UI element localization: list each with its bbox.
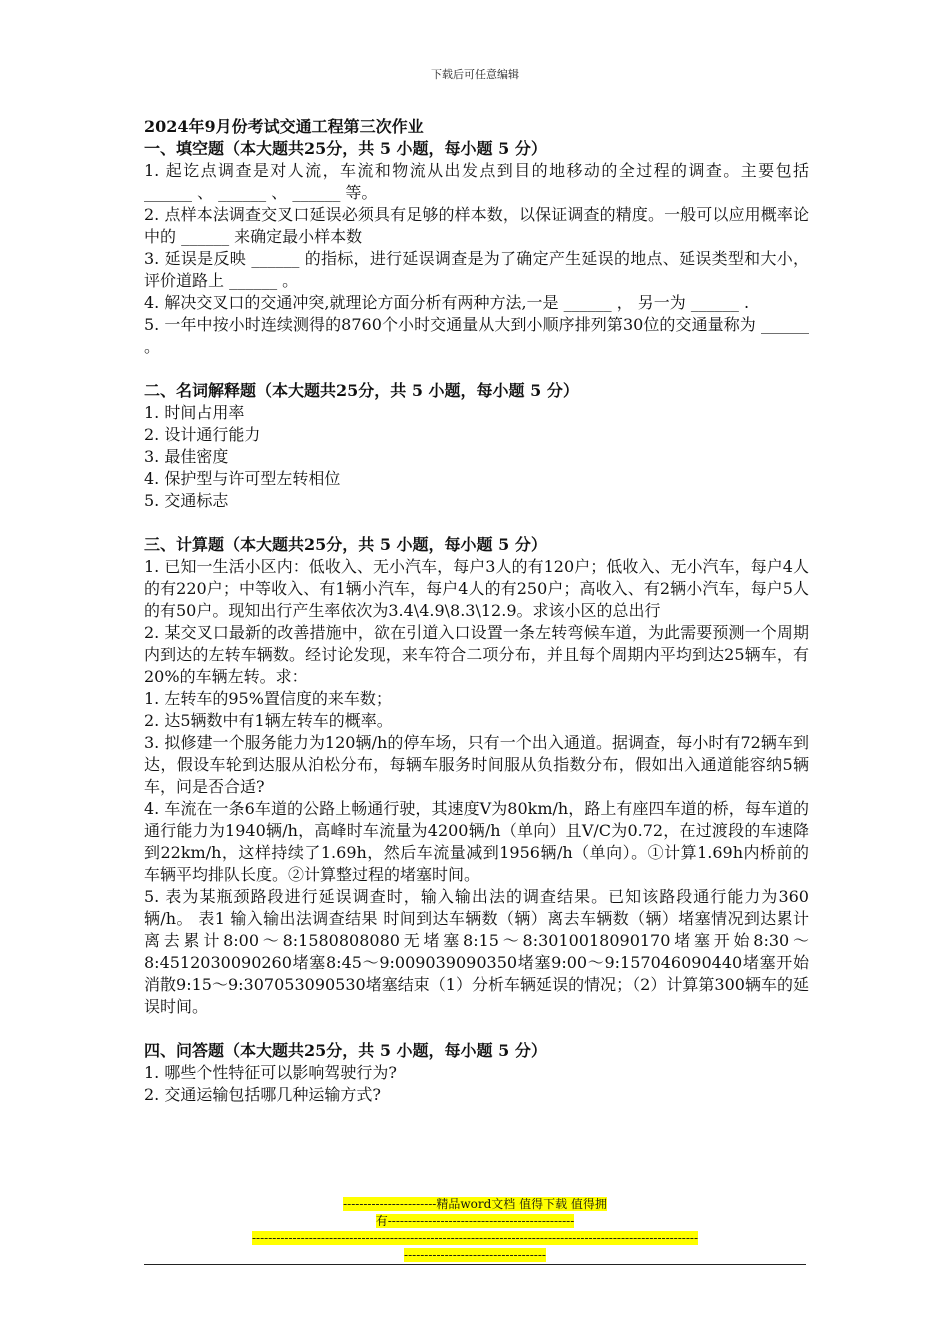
question-item: 2. 点样本法调查交叉口延误必须具有足够的样本数，以保证调查的精度。一般可以应用概率论中的 ______ 来确定最小样本数 xyxy=(144,205,809,246)
section-heading: 二、名词解释题（本大题共25分，共 5 小题，每小题 5 分） xyxy=(144,381,579,400)
question-item: 5. 交通标志 xyxy=(144,491,229,510)
section-heading: 一、填空题（本大题共25分，共 5 小题，每小题 5 分） xyxy=(144,139,547,158)
question-item: 1. 已知一生活小区内：低收入、无小汽车，每户3人的有120户；低收入、无小汽车，每户4人的有220户；中等收入、有1辆小汽车，每户4人的有250户；高收入、有2辆小汽车，每户5人的有50户。现知出行产生率依次为3.4\4.9\8.3\12.9。求该小区的总出行 xyxy=(144,557,809,620)
question-item: 3. 延误是反映 ______ 的指标，进行延误调查是为了确定产生延误的地点、延误类型和大小，评价道路上 ______ 。 xyxy=(144,249,809,290)
question-item: 2. 某交叉口最新的改善措施中，欲在引道入口设置一条左转弯候车道，为此需要预测一个周期内到达的左转车辆数。经讨论发现，来车符合二项分布，并且每个周期内平均到达25辆车，有20%的车辆左转。求： xyxy=(144,623,809,686)
section-calculation xyxy=(144,534,809,1018)
footer-line: 有---------------------------------------------- xyxy=(375,1214,575,1228)
footer-divider xyxy=(144,1264,806,1265)
document-body xyxy=(144,116,809,1106)
question-item: 4. 保护型与许可型左转相位 xyxy=(144,469,341,488)
section-fill-in xyxy=(144,138,809,358)
section-terms xyxy=(144,380,809,512)
question-item: 1. 起讫点调查是对人流，车流和物流从出发点到目的地移动的全过程的调查。主要包括 ______ 、 ______ 、 ______ 等。 xyxy=(144,161,809,202)
footer-line: -----------------------精品word文档 值得下载 值得拥 xyxy=(343,1197,607,1211)
question-item: 2. 达5辆数中有1辆左转车的概率。 xyxy=(144,711,393,730)
question-item: 1. 哪些个性特征可以影响驾驶行为? xyxy=(144,1063,397,1082)
question-item: 4. 解决交叉口的交通冲突,就理论方面分析有两种方法,一是 ______ ， 另一为 ______ . xyxy=(144,293,750,312)
question-item: 2. 设计通行能力 xyxy=(144,425,261,444)
footer-line: -------------------------------------------------------------------------------------------------------------- xyxy=(251,1231,698,1245)
question-item: 2. 交通运输包括哪几种运输方式? xyxy=(144,1085,381,1104)
section-heading: 三、计算题（本大题共25分，共 5 小题，每小题 5 分） xyxy=(144,535,547,554)
question-item: 3. 拟修建一个服务能力为120辆/h的停车场，只有一个出入通道。据调查，每小时有72辆车到达，假设车轮到达服从泊松分布，每辆车服务时间服从负指数分布，假如出入通道能容纳5辆车，问是否合适? xyxy=(144,733,809,796)
page-footer xyxy=(144,1196,806,1264)
question-item: 1. 左转车的95%置信度的来车数； xyxy=(144,689,392,708)
question-item: 3. 最佳密度 xyxy=(144,447,229,466)
question-item: 5. 一年中按小时连续测得的8760个小时交通量从大到小顺序排列第30位的交通量称为 ______ 。 xyxy=(144,315,809,356)
page-header: 下载后可任意编辑 xyxy=(431,68,519,81)
question-item: 4. 车流在一条6车道的公路上畅通行驶，其速度V为80km/h，路上有座四车道的桥，每车道的通行能力为1940辆/h，高峰时车流量为4200辆/h（单向）且V/C为0.72，在过渡段的车速降到22km/h，这样持续了1.69h，然后车流量减到1956辆/h（单向）。①计算1.69h内桥前的车辆平均排队长度。②计算整过程的堵塞时间。 xyxy=(144,799,809,884)
document-title: 2024年9月份考试交通工程第三次作业 xyxy=(144,117,424,136)
footer-line: ----------------------------------- xyxy=(404,1248,546,1262)
section-qa xyxy=(144,1040,809,1106)
section-heading: 四、问答题（本大题共25分，共 5 小题，每小题 5 分） xyxy=(144,1041,547,1060)
question-item: 1. 时间占用率 xyxy=(144,403,245,422)
question-item: 5. 表为某瓶颈路段进行延误调查时，输入输出法的调查结果。已知该路段通行能力为360辆/h。 表1 输入输出法调查结果 时间到达车辆数（辆）离去车辆数（辆）堵塞情况到达累计离去累计8:00～8:1580808080无堵塞8:15～8:3010018090170堵塞开始8:30～8:4512030090260堵塞8:45～9:009039090350堵塞9:00～9:157046090440堵塞开始消散9:15～9:307053090530堵塞结束（1）分析车辆延误的情况；（2）计算第300辆车的延误时间。 xyxy=(144,887,809,1016)
